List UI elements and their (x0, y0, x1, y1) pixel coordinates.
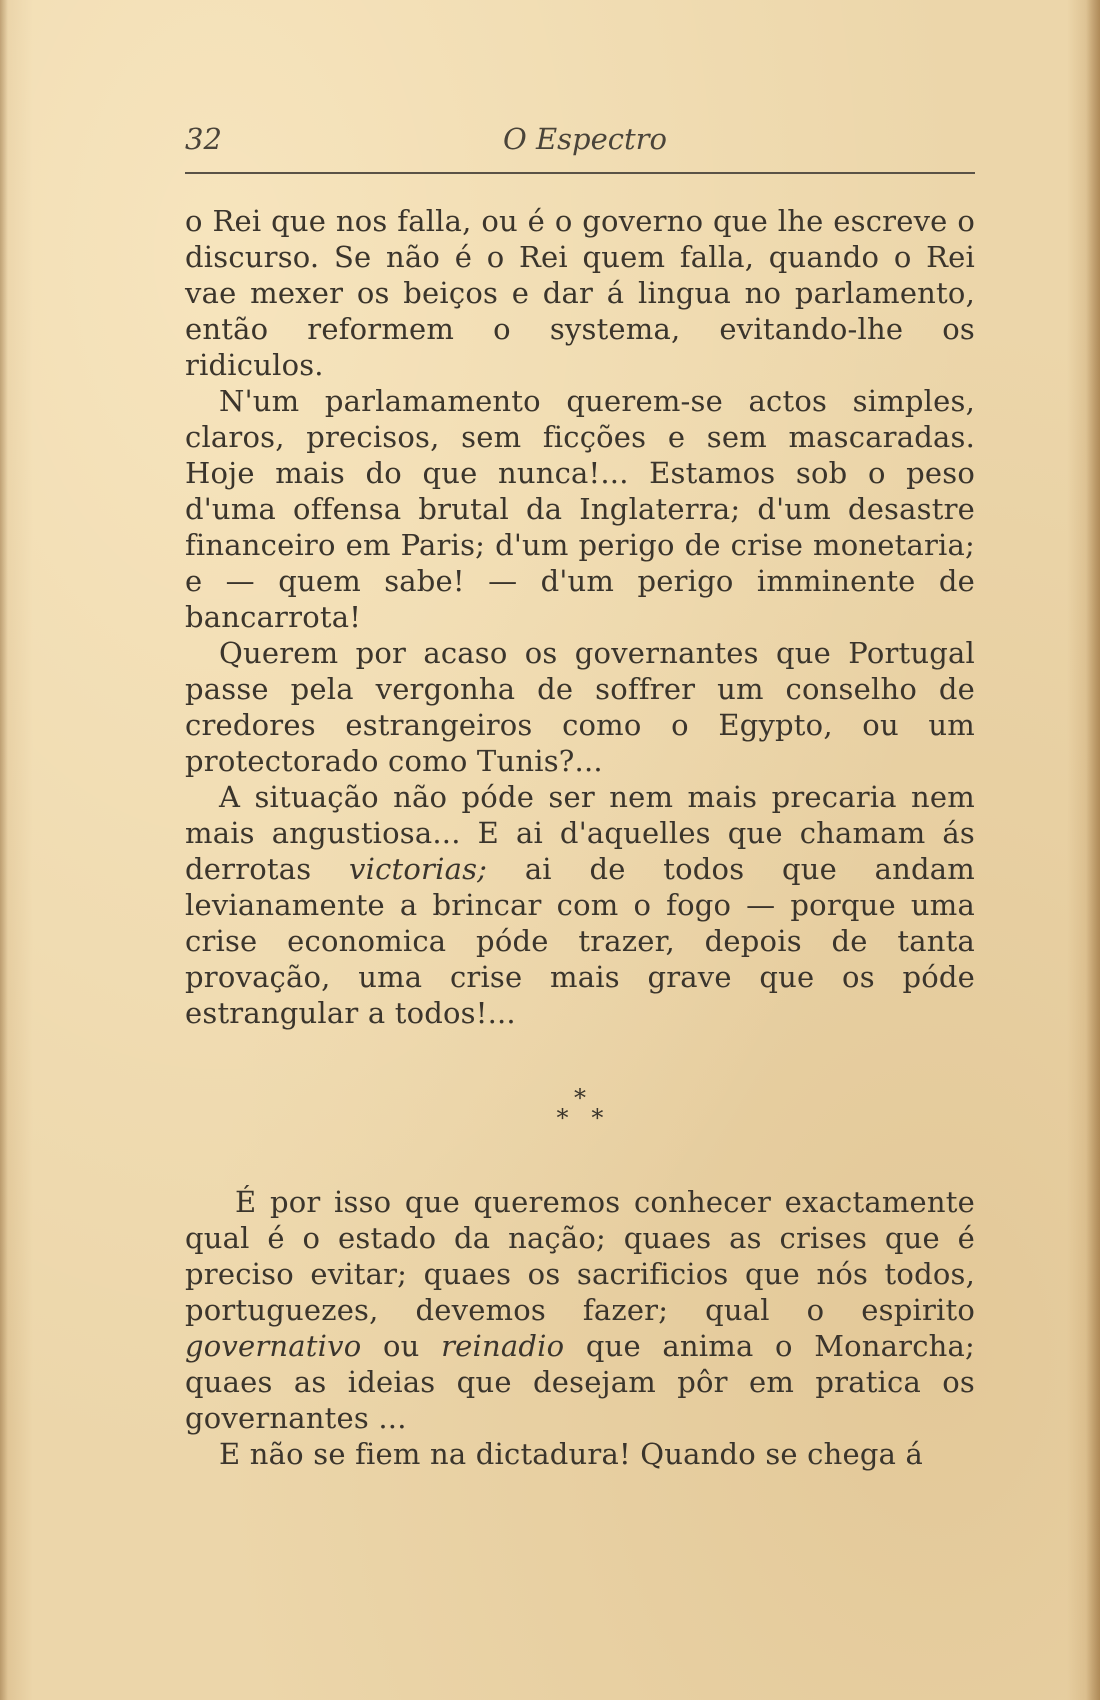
header-rule (185, 172, 975, 174)
running-header (185, 116, 975, 166)
page-right-edge (1086, 0, 1100, 1700)
paragraph-5-italic-1: governativo (185, 1329, 362, 1363)
body-text-section-1 (185, 203, 975, 1031)
running-title: O Espectro (503, 122, 667, 156)
body-text-section-2 (185, 1184, 975, 1472)
paragraph-5-text-b: ou (382, 1329, 420, 1363)
separator-bottom-asterisks: * * (556, 1104, 604, 1132)
separator-top-asterisk: * (574, 1084, 586, 1112)
paragraph-4-italic: victorias; (349, 852, 488, 886)
page-number: 32 (185, 122, 222, 156)
paragraph-4 (185, 779, 975, 1031)
paragraph-1: o Rei que nos falla, ou é o governo que lhe escreve o discurso. Se não é o Rei quem falla, quando o Rei vae mexer os beiços e dar á lingua no parlamento, então reformem o systema, evitando-lhe os ridiculos. (185, 204, 975, 382)
paragraph-5-italic-2: reinadio (441, 1329, 565, 1363)
paragraph-6: E não se fiem na dictadura! Quando se chega á (219, 1437, 924, 1471)
paragraph-5-text-a: É por isso que queremos conhecer exactamente qual é o estado da nação; quaes as crises que é preciso evitar; quaes os sacrificios que nós todos, portuguezes, devemos fazer; qual o espirito (185, 1185, 975, 1327)
paragraph-5-text-c: que anima o Monarcha; quaes as ideias que desejam pôr em pratica os governantes ... (185, 1329, 975, 1435)
paragraph-2: N'um parlamamento querem-se actos simples, claros, precisos, sem ficções e sem mascaradas. Hoje mais do que nunca!... Estamos sob o peso d'uma offensa brutal da Inglaterra; d'um desastre financeiro em Paris; d'um perigo de crise monetaria; e — quem sabe! — d'um perigo imminente de bancarrota! (185, 384, 975, 634)
paragraph-3: Querem por acaso os governantes que Portugal passe pela vergonha de soffrer um conselho de credores estrangeiros como o Egypto, ou um protectorado como Tunis?... (185, 636, 975, 778)
page-left-edge (0, 0, 8, 1700)
paragraph-4-text-a: A situação não póde ser nem mais precaria nem mais angustiosa... E ai d'aquelles que chamam ás derrotas (185, 780, 975, 886)
section-separator (540, 1084, 620, 1138)
paragraph-5 (185, 1184, 975, 1436)
paragraph-4-text-b: ai de todos que andam levianamente a brincar com o fogo — porque uma crise economica póde trazer, depois de tanta provação, uma crise mais grave que os póde estrangular a todos!... (185, 852, 975, 1030)
